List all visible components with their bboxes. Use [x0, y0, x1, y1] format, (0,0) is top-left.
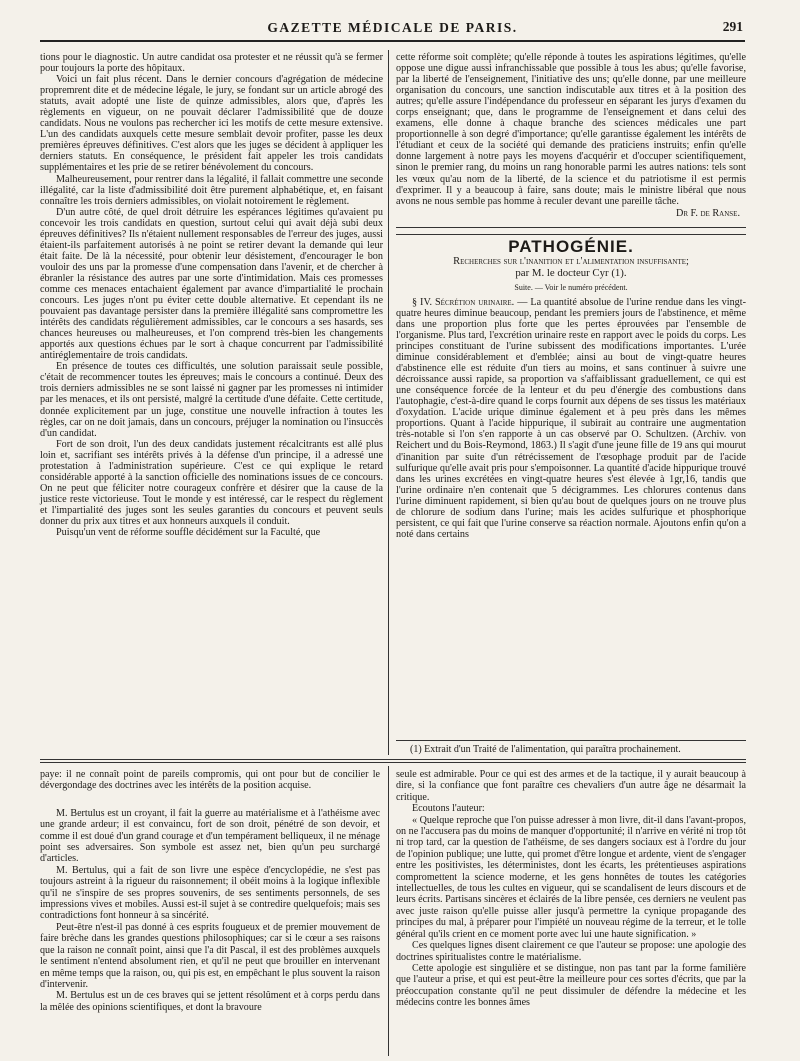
paragraph: Ces quelques lignes disent clairement ce que l'auteur se propose: une apologie des doctrines spiritualistes contre le matérialisme.	[396, 940, 746, 963]
separator	[396, 227, 746, 228]
paragraph: Voici un fait plus récent. Dans le dernier concours d'agrégation de médecine propremrent dite et de médecine légale, le jury, se fondant sur un article abrogé des statuts, avait adopté une liste de quinze admissibles, alors que, d'après les règlements en vigueur, on ne pouvait déclarer l'admissibilité que de douze candidats. Nous ne voulons pas rechercher ici les motifs de cette mesure extensive. L'un des candidats auxquels cette mesure semblait devoir profiter, passe les deux premières épreuves définitives. C'est alors que les juges se décident à appliquer les derniers statuts. En conséquence, le président fait appeler les trois candidats supplémentaires et les prie de se retirer bénévolement du concours.	[40, 74, 383, 174]
paragraph: Cette apologie est singulière et se distingue, non pas tant par la forme familière que l'auteur a prise, et qui est peut-être la meilleure pour ces sortes d'écrits, que par la préoccupation constante qu'il ne peut dissimuler de défendre la médecine et les médecins contre les bonnes âmes	[396, 962, 746, 1009]
column-divider-bottom	[388, 766, 389, 1056]
paragraph: Puisqu'un vent de réforme souffle décidément sur la Faculté, que	[56, 527, 321, 539]
paragraph: seule est admirable. Pour ce qui est des armes et de la tactique, il y aurait beaucoup à dire, si la confiance que font paraître ces chevaliers d'un autre âge ne désarmait la critique.	[396, 769, 746, 803]
paragraph: M. Bertulus est un croyant, il fait la guerre au matérialisme et à l'athéisme avec une grande ardeur; il est convaincu, fort de son droit, pénétré de son devoir, et comme il est doué d'un grand courage et d'un tempérament belliqueux, il ne ménage point ses adversaires. Son symbole est assez net, bien qu'un peu surchargé d'articles.	[40, 807, 380, 865]
footnote-block	[396, 744, 746, 755]
column-divider-top	[388, 50, 389, 755]
column-top-right	[396, 52, 746, 540]
paragraph: cette réforme soit complète; qu'elle réponde à toutes les aspirations légitimes, qu'elle oppose une digue aussi infranchissable que possible à tous les abus; qu'elle favorise, par la liberté de l'enseignement, l'initiative des uns; qu'elle donne, par une meilleure organisation du concours, une sanction indiscutable aux titres et à la position des autres; qu'elle assure l'indépendance du professeur en séparant les jurys d'examen du corps enseignant; que, dans le programme de l'enseignement et dans celui des examens, elle donne à chaque branche des sciences médicales une part proportionnelle à son degré d'importance; qu'elle garantisse également les intérêts de l'étudiant et ceux de la société qui demande des praticiens instruits; enfin qu'elle donne largement à notre pays les moyens d'acquérir et d'occuper scientifiquement, sinon le premier rang, du moins un rang honorable parmi les autres nations: tels sont les vœux qu'au nom de la liberté, de la science et du patriotisme il est permis d'exprimer. Il y a beaucoup à faire, sans doute; mais le ministre libéral que nous avons ne nous semble pas homme à reculer devant une pareille tâche.	[396, 52, 746, 207]
paragraph: Ecoutons l'auteur:	[412, 803, 485, 815]
column-bottom-left	[40, 769, 380, 1013]
article-author: par M. le docteur Cyr (1).	[515, 266, 627, 279]
spacer	[40, 792, 380, 808]
column-top-left	[40, 52, 383, 538]
paragraph: paye: il ne connaît point de pareils compromis, qui ont pour but de concilier le dévergondage des doctrines avec les intérêts de la position acquise.	[40, 769, 380, 792]
paragraph: Fort de son droit, l'un des deux candidats justement récalcitrants est allé plus loin et, sacrifiant ses intérêts privés à la défense d'un principe, il a adressé une protestation à l'administration supérieure. C'est ce qui explique le retard considérable apporté à la sanction officielle des nominations issues de ce concours. On ne peut que féliciter notre courageux confrère et désirer que la cause de la justice reste victorieuse. Tout le monde y est intéressé, car le respect du règlement et l'impartialité des juges sont les seules garanties du concours et peuvent seuls donner du prix aux titres et aux honneurs auxquels il conduit.	[40, 438, 383, 527]
footnote-rule	[396, 740, 746, 741]
continuation-note: Suite. — Voir le numéro précédent.	[514, 282, 628, 292]
paragraph: Peut-être n'est-il pas donné à ces esprits fougueux et de premier mouvement de faire brèche dans les grandes questions philosophiques; car si le cœur a ses raisons que la raison ne connaît point, ainsi que l'a dit Pascal, il est des problèmes auxquels le sentiment n'entend absolument rien, et qu'il ne peut que brouiller en intervenant en même temps que la raison, ou, qui pis est, en empêchant le plus souvent la raison d'intervenir.	[40, 921, 380, 990]
journal-title: GAZETTE MÉDICALE DE PARIS.	[267, 20, 518, 35]
paragraph: D'un autre côté, de quel droit détruire les espérances légitimes qu'avaient pu concevoir les trois candidats en question, surtout celui qui avait déjà subi deux épreuves définitives? Ils n'étaient nullement responsables de l'erreur des juges, aussi étaient-ils parfaitement autorisés à ne point se retirer devant la demande qui leur était faite. De là la nécessité, pour obtenir leur désistement, d'encourager le bon vouloir des uns par la promesse d'une compensation dans l'avenir, et de chercher à ébranler la résistance des autres par une sorte d'intimidation. Mais ces promesses comme ces menaces entachaient également par avance d'impartialité le prochain concours. Les juges n'ont pu éviter cette double alternative. Et cependant ils ne pouvaient pas davantage persister dans la première illégalité sans compromettre les intérêts des candidats régulièrement admissibles, car le concours a ses hasards, ses chances heureuses ou malheureuses, et l'on comprend très-bien les changements apportés aux questions échues par le sort à chaque concurrent par l'admissibilité antiréglementaire de trois candidats.	[40, 206, 383, 362]
page-number: 291	[722, 19, 743, 34]
paragraph: M. Bertulus, qui a fait de son livre une espèce d'encyclopédie, ne s'est pas toujours astreint à la rigueur du raisonnement; il obéit moins à la logique inflexible qu'il ne s'inspire de ses propres souvenirs, de ses sentiments personnels, de ses impressions vives et mobiles. Aussi est-il sujet à se contredire quelquefois; mais ses contradictions font honneur à sa sincérité.	[40, 864, 380, 922]
article-body: — La quantité absolue de l'urine rendue dans les vingt-quatre heures diminue beaucoup, pendant les premiers jours de l'abstinence, et même dans une proportion plus forte que les pertes éprouvées par l'ensemble de l'organisme. Plus tard, l'excrétion urinaire reste en rapport avec le poids du corps. Les principes constituant de l'urine subissent des modifications importantes. L'urée diminue considérablement et d'emblée; ainsi au bout de vingt-quatre heures d'abstinence elle est réduite d'un tiers au moins, et sans continuer à suivre une décroissance aussi rapide, sa proportion va s'affaiblissant graduellement, ce qui est une conséquence forcée de la lenteur et du peu d'énergie des combustions dans l'autophagie, c'est-à-dire quand le corps fournit aux dépens de ses tissus les matériaux d'oxydation. L'acide urique diminue également et à peu près dans les mêmes proportions. Quant à l'acide hippurique, il subirait au contraire une augmentation très-notable si l'on s'en rapporte à un cas observé par O. Schultzen. (Archiv. von Reichert und du Bois-Reymond, 1863.) Il s'agit d'une jeune fille de 19 ans qui mourut d'inanition par suite d'un rétrécissement de l'œsophage produit par de l'acide sulfurique qu'elle avait pris pour s'empoisonner. La quantité d'acide hippurique trouvé dans les urines excrétées en vingt-quatre heures s'est élevée à 1gr,16, tandis que l'urine ordinaire n'en contenait que 5 décigrammes. Les chlorures contenus dans l'urine diminuent rapidement, si bien qu'au bout de quelques jours on ne trouve plus de chlorure de sodium dans l'urine; mais les acides sulfurique et phosphorique persistent, ce qui fait que l'urine conserve sa réaction normale. Ajoutons enfin qu'on a noté dans certains	[396, 296, 746, 540]
author-signature: Dr F. de Ranse.	[675, 207, 740, 219]
separator	[396, 234, 746, 235]
section-title: PATHOGÉNIE.	[508, 236, 634, 256]
paragraph: « Quelque reproche que l'on puisse adresser à mon livre, dit-il dans l'avant-propos, on ne l'accusera pas du moins de manquer d'opportunité; il n'arrive en vérité ni trop tôt ni trop tard, car la question de l'athéisme, de ses dangers sociaux est à l'ordre du jour de l'opinion publique; une lutte, qui promet d'être longue et ardente, vient de s'engager entre les positivistes, les déterministes, dont les écarts, les prétentieuses aspirations compromettent la science moderne, et les gens honnêtes de toutes les catégories intellectuelles, de tous les cultes en vigueur, qui se scandalisent de leurs discours et de leurs écrits. Partisans sincères et éclairés de la libre pensée, ces derniers ne veulent pas avec juste raison qu'elle puisse aller jusqu'à permettre la cynique propagande des principes du mal, à préparer pour l'impiété un nouveau régime de la terreur, et le tolle général qu'ils crient en ce moment porte avec lui une haute signification. »	[396, 814, 746, 940]
paragraph: En présence de toutes ces difficultés, une solution paraissait seule possible, c'était de recommencer toutes les épreuves; mais le concours a continué. Deux des trois derniers admissibles ne se sont laissé ni gagner par les promesses ni intimider par les menaces, et ils ont persisté, malgré la certitude d'une défaite. Cette certitude, donnée explicitement par un juge, constitue une nouvelle infraction à toutes les règles, car on ne doit jamais, dans un concours, préjuger la nomination ou l'insuccès d'un candidat.	[40, 361, 383, 439]
footnote: (1) Extrait d'un Traité de l'alimentation, qui paraîtra prochainement.	[410, 744, 681, 755]
paragraph	[396, 297, 746, 540]
section-divider	[40, 759, 746, 760]
page-header	[40, 16, 745, 42]
section-heading: § IV. Sécrétion urinaire.	[412, 296, 515, 308]
paragraph: tions pour le diagnostic. Un autre candidat osa protester et ne réussit qu'à se fermer pour toujours la porte des hôpitaux.	[40, 52, 383, 75]
paragraph: Malheureusement, pour rentrer dans la légalité, il fallait commettre une seconde illégalité, car la liste d'admissibilité doit être purement alphabétique, et, en faisant connaître les trois derniers admissibles, on violait notoirement le règlement.	[40, 173, 383, 207]
section-divider	[40, 762, 746, 763]
column-bottom-right	[396, 769, 746, 1009]
paragraph: M. Bertulus est un de ces braves qui se jettent résolûment et à corps perdu dans la mêlée des opinions scientifiques, et dont la bravoure	[40, 990, 380, 1013]
article-title: Recherches sur l'inanition et l'alimentation insuffisante;	[453, 255, 689, 267]
